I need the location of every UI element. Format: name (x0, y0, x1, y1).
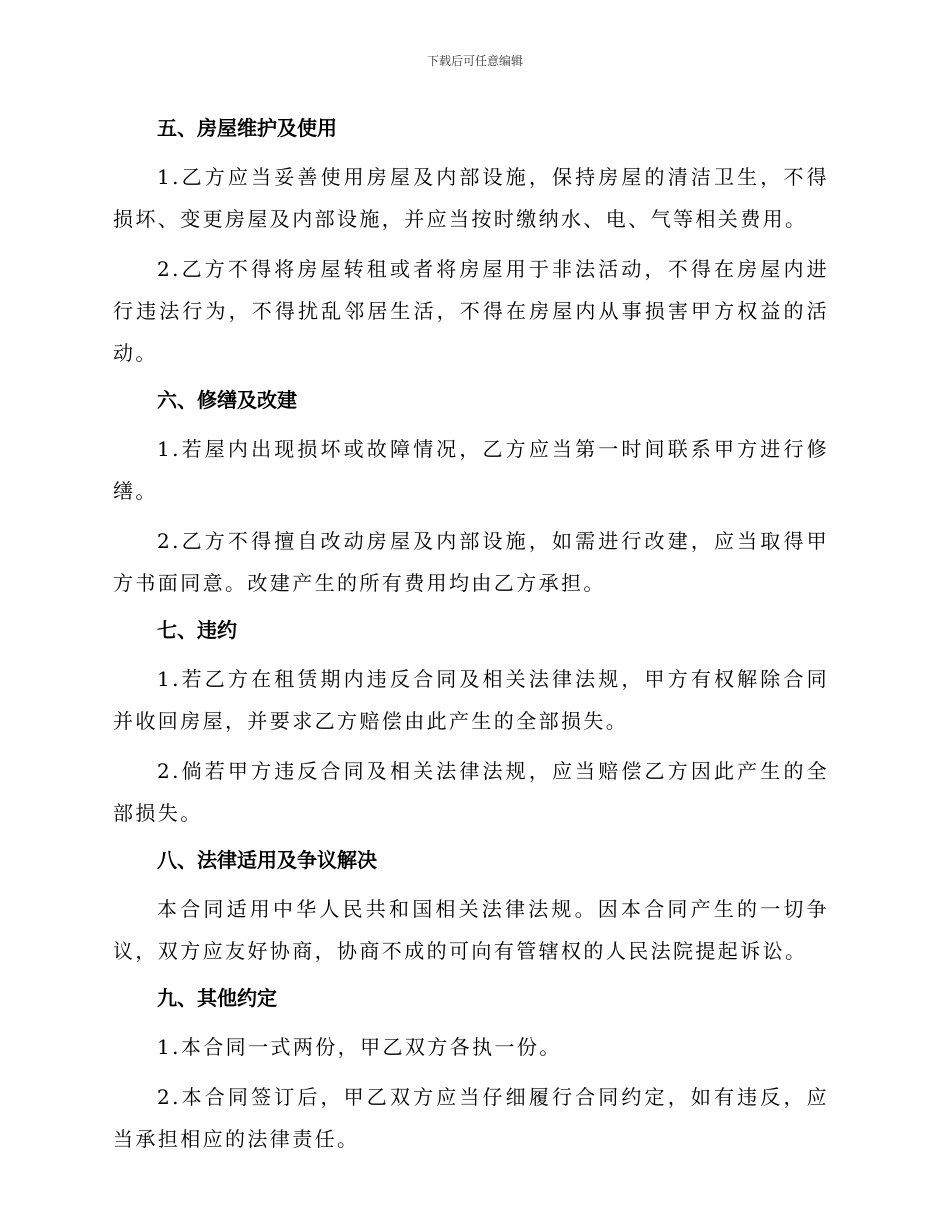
paragraph: 2.乙方不得将房屋转租或者将房屋用于非法活动，不得在房屋内进行违法行为，不得扰乱邻居生活，不得在房屋内从事损害甲方权益的活动。 (113, 257, 829, 365)
paragraph: 1.若屋内出现损坏或故障情况，乙方应当第一时间联系甲方进行修缮。 (113, 437, 829, 503)
paragraph: 1.若乙方在租赁期内违反合同及相关法律法规，甲方有权解除合同并收回房屋，并要求乙方赔偿由此产生的全部损失。 (113, 667, 829, 733)
section-heading: 六、修缮及改建 (157, 388, 297, 412)
document-body (113, 110, 829, 1168)
paragraph: 2.乙方不得擅自改动房屋及内部设施，如需进行改建，应当取得甲方书面同意。改建产生的所有费用均由乙方承担。 (113, 529, 829, 595)
section-heading: 九、其他约定 (157, 986, 277, 1010)
paragraph: 2.倘若甲方违反合同及相关法律法规，应当赔偿乙方因此产生的全部损失。 (113, 759, 829, 825)
page-header-note: 下载后可任意编辑 (426, 54, 523, 68)
section-heading: 七、违约 (157, 618, 237, 642)
paragraph: 1.乙方应当妥善使用房屋及内部设施，保持房屋的清洁卫生，不得损坏、变更房屋及内部设施，并应当按时缴纳水、电、气等相关费用。 (113, 165, 829, 231)
section-law (113, 842, 829, 972)
paragraph: 2.本合同签订后，甲乙双方应当仔细履行合同约定，如有违反，应当承担相应的法律责任。 (113, 1085, 829, 1151)
paragraph: 本合同适用中华人民共和国相关法律法规。因本合同产生的一切争议，双方应友好协商，协商不成的可向有管辖权的人民法院提起诉讼。 (113, 897, 829, 963)
section-heading: 八、法律适用及争议解决 (157, 848, 377, 872)
section-breach (113, 612, 829, 834)
section-other (113, 980, 829, 1160)
section-repair (113, 382, 829, 604)
section-maintenance (113, 110, 829, 374)
paragraph: 1.本合同一式两份，甲乙双方各执一份。 (157, 1035, 562, 1059)
section-heading: 五、房屋维护及使用 (157, 116, 337, 140)
